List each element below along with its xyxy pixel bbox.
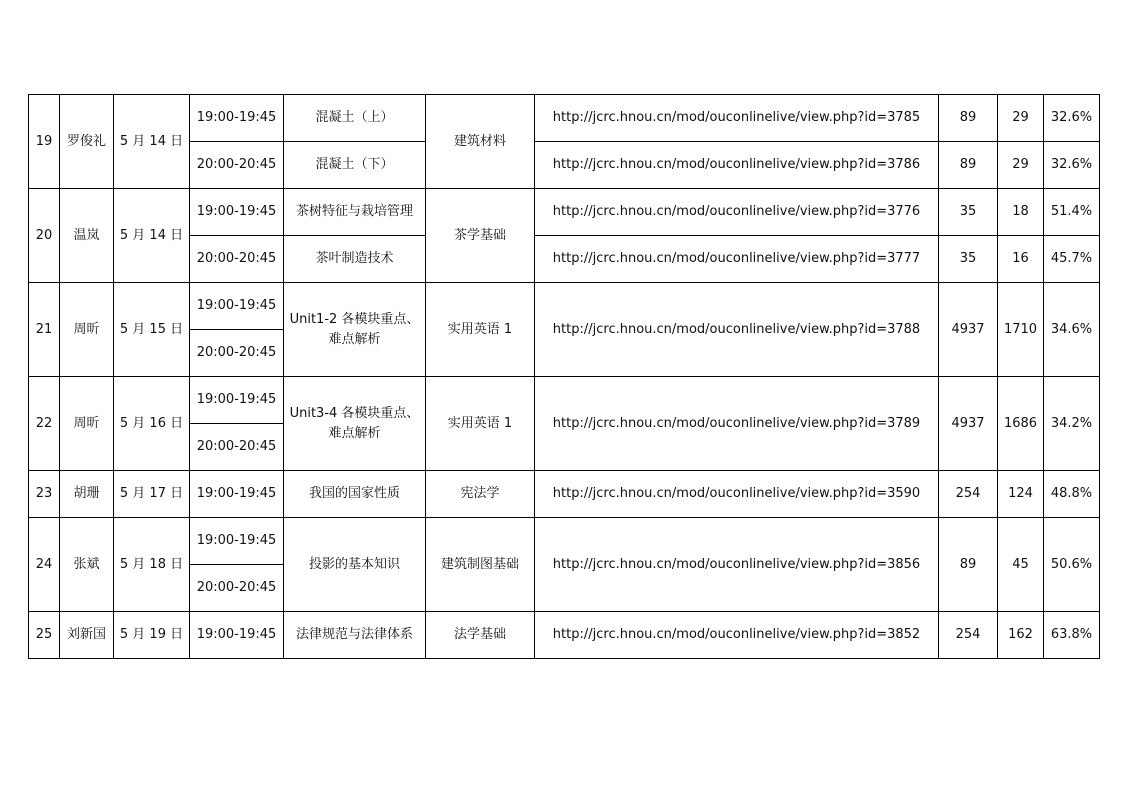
session-time: 19:00-19:45 [190,518,284,565]
session-time: 19:00-19:45 [190,95,284,142]
row-number: 23 [29,471,60,518]
live-url-link[interactable]: http://jcrc.hnou.cn/mod/ouconlinelive/view.php?id=3789 [535,377,939,471]
row-number: 20 [29,189,60,283]
teacher-name: 张斌 [60,518,114,612]
session-date: 5 月 17 日 [114,471,190,518]
table-row [29,471,1100,518]
session-topic: 投影的基本知识 [284,518,426,612]
row-number: 25 [29,612,60,659]
course-name: 宪法学 [426,471,535,518]
session-date: 5 月 16 日 [114,377,190,471]
session-topic: 茶树特征与栽培管理 [284,189,426,236]
table-row [29,377,1100,424]
session-topic: 法律规范与法律体系 [284,612,426,659]
live-url-link[interactable]: http://jcrc.hnou.cn/mod/ouconlinelive/view.php?id=3776 [535,189,939,236]
session-time: 19:00-19:45 [190,283,284,330]
table-row [29,518,1100,565]
session-time: 20:00-20:45 [190,330,284,377]
session-time: 20:00-20:45 [190,424,284,471]
participation-rate: 45.7% [1044,236,1100,283]
teacher-name: 周昕 [60,377,114,471]
live-url-link[interactable]: http://jcrc.hnou.cn/mod/ouconlinelive/view.php?id=3786 [535,142,939,189]
session-topic: Unit1-2 各模块重点、难点解析 [284,283,426,377]
enrolled-count: 4937 [939,283,998,377]
participant-count: 124 [998,471,1044,518]
participant-count: 16 [998,236,1044,283]
session-date: 5 月 19 日 [114,612,190,659]
live-url-link[interactable]: http://jcrc.hnou.cn/mod/ouconlinelive/view.php?id=3777 [535,236,939,283]
live-schedule-table [28,94,1100,659]
session-date: 5 月 14 日 [114,95,190,189]
course-name: 茶学基础 [426,189,535,283]
enrolled-count: 254 [939,612,998,659]
table-row [29,283,1100,330]
participant-count: 1686 [998,377,1044,471]
row-number: 21 [29,283,60,377]
teacher-name: 刘新国 [60,612,114,659]
participant-count: 29 [998,142,1044,189]
participation-rate: 63.8% [1044,612,1100,659]
participant-count: 29 [998,95,1044,142]
live-url-link[interactable]: http://jcrc.hnou.cn/mod/ouconlinelive/view.php?id=3590 [535,471,939,518]
session-time: 19:00-19:45 [190,471,284,518]
course-name: 法学基础 [426,612,535,659]
enrolled-count: 89 [939,95,998,142]
table-row [29,142,1100,189]
enrolled-count: 35 [939,236,998,283]
participant-count: 1710 [998,283,1044,377]
participation-rate: 34.2% [1044,377,1100,471]
session-topic: 混凝土（下） [284,142,426,189]
enrolled-count: 89 [939,518,998,612]
row-number: 24 [29,518,60,612]
session-time: 19:00-19:45 [190,189,284,236]
session-date: 5 月 14 日 [114,189,190,283]
participation-rate: 48.8% [1044,471,1100,518]
enrolled-count: 89 [939,142,998,189]
session-time: 19:00-19:45 [190,612,284,659]
participation-rate: 32.6% [1044,142,1100,189]
participation-rate: 32.6% [1044,95,1100,142]
session-topic: Unit3-4 各模块重点、难点解析 [284,377,426,471]
row-number: 19 [29,95,60,189]
participation-rate: 34.6% [1044,283,1100,377]
table-row [29,95,1100,142]
course-name: 建筑材料 [426,95,535,189]
table-row [29,612,1100,659]
session-time: 20:00-20:45 [190,142,284,189]
teacher-name: 罗俊礼 [60,95,114,189]
session-date: 5 月 15 日 [114,283,190,377]
enrolled-count: 35 [939,189,998,236]
session-time: 20:00-20:45 [190,236,284,283]
session-topic: 我国的国家性质 [284,471,426,518]
participant-count: 45 [998,518,1044,612]
teacher-name: 温岚 [60,189,114,283]
teacher-name: 胡珊 [60,471,114,518]
session-time: 19:00-19:45 [190,377,284,424]
row-number: 22 [29,377,60,471]
session-topic: 茶叶制造技术 [284,236,426,283]
session-date: 5 月 18 日 [114,518,190,612]
teacher-name: 周昕 [60,283,114,377]
session-topic: 混凝土（上） [284,95,426,142]
participant-count: 162 [998,612,1044,659]
session-time: 20:00-20:45 [190,565,284,612]
course-name: 实用英语 1 [426,283,535,377]
table-row [29,236,1100,283]
table-row [29,189,1100,236]
enrolled-count: 4937 [939,377,998,471]
participation-rate: 51.4% [1044,189,1100,236]
live-url-link[interactable]: http://jcrc.hnou.cn/mod/ouconlinelive/view.php?id=3785 [535,95,939,142]
participation-rate: 50.6% [1044,518,1100,612]
course-name: 建筑制图基础 [426,518,535,612]
course-name: 实用英语 1 [426,377,535,471]
live-url-link[interactable]: http://jcrc.hnou.cn/mod/ouconlinelive/view.php?id=3788 [535,283,939,377]
live-url-link[interactable]: http://jcrc.hnou.cn/mod/ouconlinelive/view.php?id=3852 [535,612,939,659]
live-url-link[interactable]: http://jcrc.hnou.cn/mod/ouconlinelive/view.php?id=3856 [535,518,939,612]
enrolled-count: 254 [939,471,998,518]
participant-count: 18 [998,189,1044,236]
